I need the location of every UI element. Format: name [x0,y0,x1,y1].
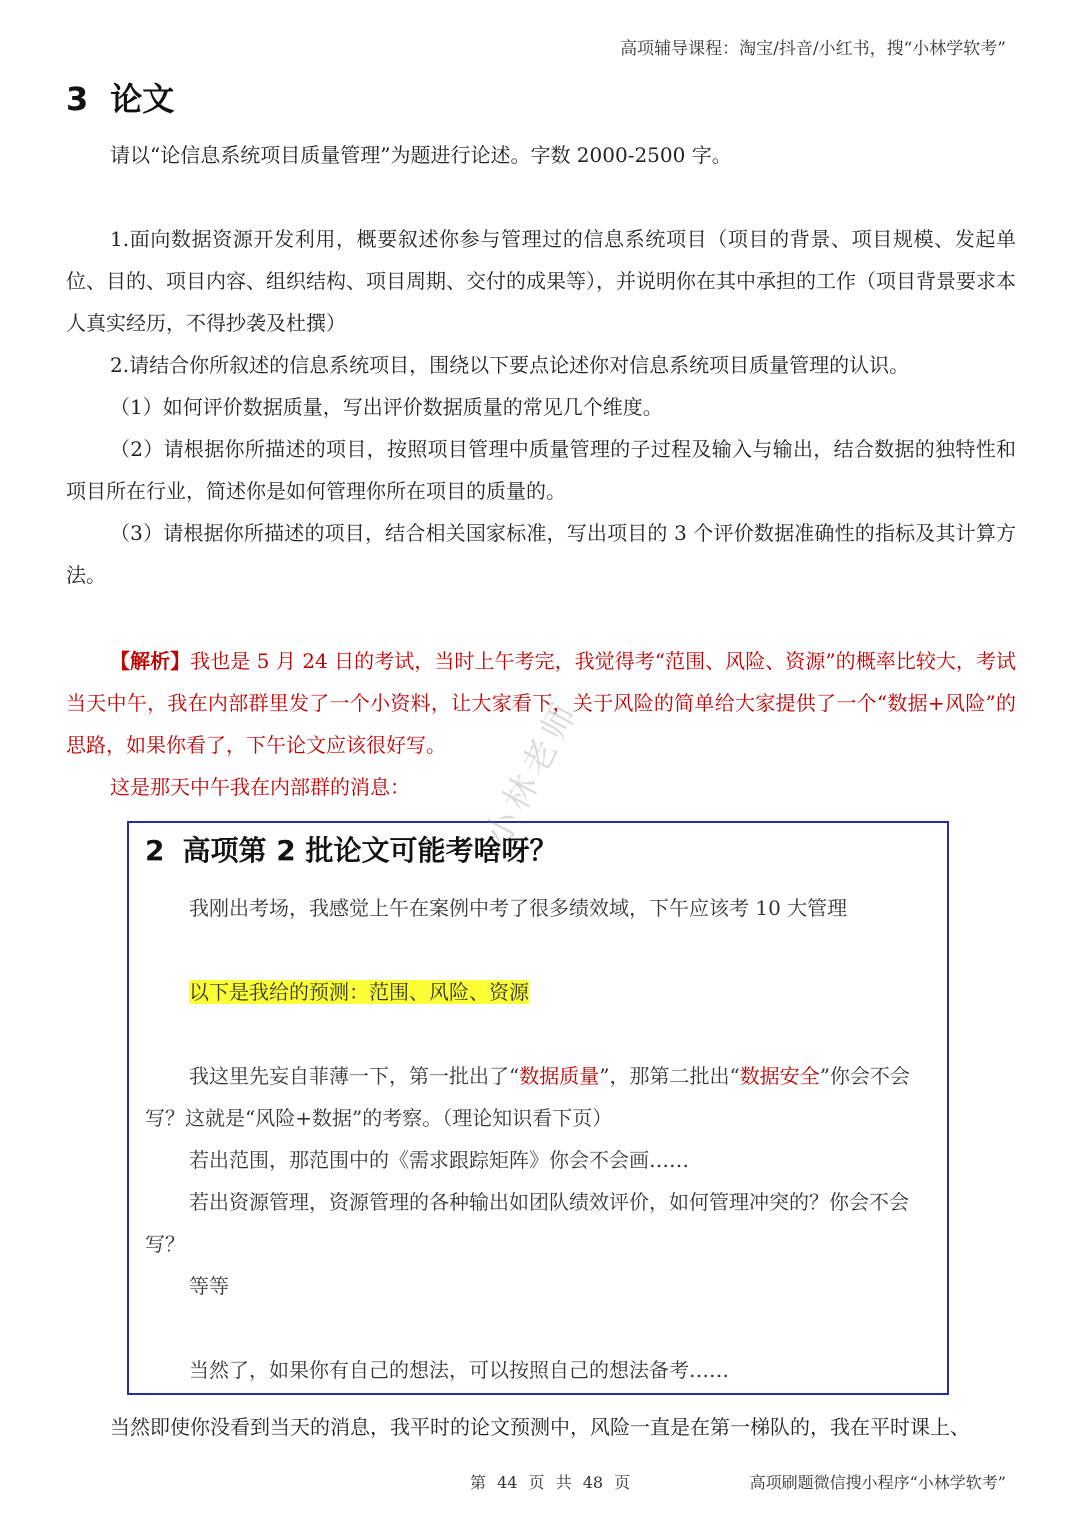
watermark: 小林老师 [477,692,588,853]
page-number: 第 44 页 共 48 页 [470,1473,631,1492]
section-title [66,74,174,120]
section-number: 3 [66,80,89,118]
data-security-term: 数据安全 [739,1064,820,1088]
box-title-text: 高项第 2 批论文可能考啥呀？ [182,834,558,867]
prediction-highlight: 以下是我给的预测：范围、风险、资源 [189,980,529,1004]
footer-note: 高项刷题微信搜小程序“小林学软考” [749,1473,1006,1492]
header-note: 高项辅导课程：淘宝/抖音/小红书，搜“小林学软考” [620,39,1006,59]
tail-paragraph: 当然即使你没看到当天的消息，我平时的论文预测中，风险一直是在第一梯队的，我在平时课上、 [110,1415,970,1439]
analysis-lead: 这是那天中午我在内部群的消息： [110,775,410,799]
requirement-1: 1.面向数据资源开发利用，概要叙述你参与管理过的信息系统项目（项目的背景、项目规模、发起单位、目的、项目内容、组织结构、项目周期、交付的成果等），并说明你在其中承担的工作（项目背景要求本人真实经历，不得抄袭及杜撰） [66,227,1016,335]
box-title-number: 2 [145,834,165,867]
box-p3-a: 我这里先妄自菲薄一下，第一批出了“ [189,1064,520,1088]
requirement-2-1: （1）如何评价数据质量，写出评价数据质量的常见几个维度。 [110,395,663,419]
section-title-text: 论文 [110,80,175,118]
box-line-5: 若出资源管理，资源管理的各种输出如团队绩效评价，如何管理冲突的？你会不会写？ [145,1190,909,1256]
box-p3-b: ”，那第二批出“ [599,1064,740,1088]
data-quality-term: 数据质量 [519,1064,600,1088]
box-line-4: 若出范围，那范围中的《需求跟踪矩阵》你会不会画…… [189,1148,689,1172]
box-paragraph-3 [145,1055,935,1139]
requirement-2-3: （3）请根据你所描述的项目，结合相关国家标准，写出项目的 3 个评价数据准确性的指标及其计算方法。 [66,521,1016,587]
analysis-text: 我也是 5 月 24 日的考试，当时上午考完，我觉得考“范围、风险、资源”的概率比较大，考试当天中午，我在内部群里发了一个小资料，让大家看下，关于风险的简单给大家提供了一个“数据+风险”的思路，如果你看了，下午论文应该很好写。 [66,649,1016,757]
box-line-6: 等等 [189,1274,229,1298]
box-closing: 当然了，如果你有自己的想法，可以按照自己的想法备考…… [189,1358,729,1382]
requirement-2: 2.请结合你所叙述的信息系统项目，围绕以下要点论述你对信息系统项目质量管理的认识。 [110,353,910,377]
box-prediction [145,971,935,1013]
essay-prompt: 请以“论信息系统项目质量管理”为题进行论述。字数 2000-2500 字。 [110,143,732,167]
analysis-tag: 【解析】 [110,649,191,673]
quoted-message-box [127,821,949,1395]
requirement-2-2: （2）请根据你所描述的项目，按照项目管理中质量管理的子过程及输入与输出，结合数据的独特性和项目所在行业，简述你是如何管理你所在项目的质量的。 [66,437,1016,503]
box-p3-c: ”你会不会写？这就是“风险+数据”的考察。（理论知识看下页） [145,1064,910,1130]
box-line-1: 我刚出考场，我感觉上午在案例中考了很多绩效域，下午应该考 10 大管理 [189,896,848,920]
